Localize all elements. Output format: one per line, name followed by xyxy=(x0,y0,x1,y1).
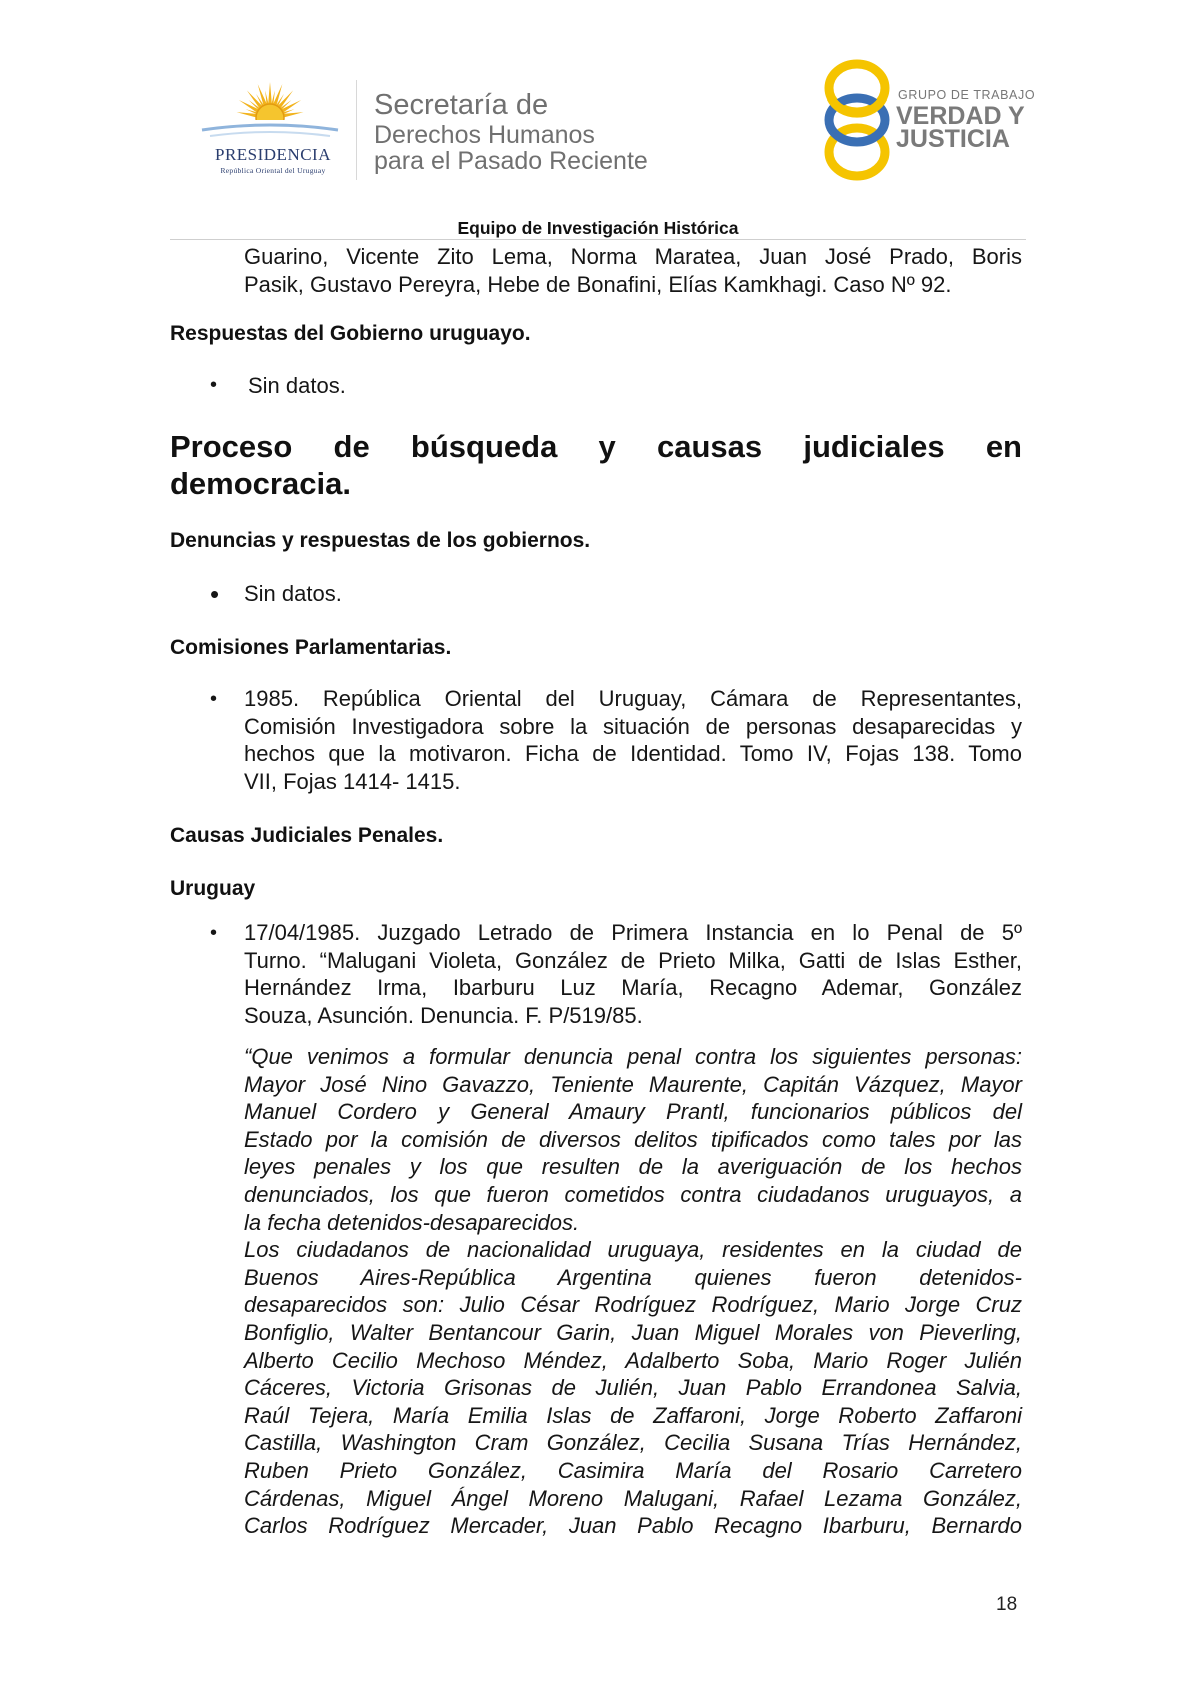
bullet-marker: • xyxy=(210,688,218,710)
quote-line: denunciados, los que fueron cometidos contra ciudadanos uruguayos, a xyxy=(244,1181,1022,1207)
quote-line: “Que venimos a formular denuncia penal contra los siguientes personas: xyxy=(244,1044,1022,1069)
quote-line: Alberto Cecilio Mechoso Méndez, Adalberto Soba, Mario Roger Julién xyxy=(244,1347,1022,1373)
bullet-marker: • xyxy=(210,579,220,609)
text-line: Comisión Investigadora sobre la situación de personas desaparecidas y xyxy=(244,713,1022,739)
secretaria-line-2: Derechos Humanos xyxy=(374,121,595,149)
quote-line: Manuel Cordero y General Amaury Prantl, funcionarios públicos del xyxy=(244,1099,1022,1125)
secretaria-line-3: para el Pasado Reciente xyxy=(374,147,648,175)
verdad-justicia-rings-icon xyxy=(818,58,896,182)
quote-line: Carlos Rodríguez Mercader, Juan Pablo Recagno Ibarburu, Bernardo xyxy=(244,1513,1022,1539)
text-line: Souza, Asunción. Denuncia. F. P/519/85. xyxy=(244,1002,643,1028)
quote-line: Los ciudadanos de nacionalidad uruguaya, residentes en la ciudad de xyxy=(244,1237,1022,1263)
page-number: 18 xyxy=(996,1594,1018,1615)
heading-causas: Causas Judiciales Penales. xyxy=(170,824,444,847)
text-line: Guarino, Vicente Zito Lema, Norma Maratea, Juan José Prado, Boris xyxy=(244,244,1022,269)
bullet-text: Sin datos. xyxy=(244,581,342,606)
bullet-text: Sin datos. xyxy=(248,373,346,398)
header-divider xyxy=(356,80,357,180)
heading-line: democracia. xyxy=(170,466,351,501)
team-name: Equipo de Investigación Histórica xyxy=(457,218,739,238)
presidencia-subtitle: República Oriental del Uruguay xyxy=(220,166,326,175)
header-rule xyxy=(170,239,1026,240)
text-line: VII, Fojas 1414- 1415. xyxy=(244,768,461,794)
presidencia-wordmark: PRESIDENCIA xyxy=(214,145,331,164)
quote-line: desaparecidos son: Julio César Rodríguez Rodríguez, Mario Jorge Cruz xyxy=(244,1292,1022,1318)
quote-line: la fecha detenidos-desaparecidos. xyxy=(244,1209,580,1235)
comision-paragraph xyxy=(244,685,1022,795)
heading-respuestas: Respuestas del Gobierno uruguayo. xyxy=(170,322,531,345)
text-line: Pasik, Gustavo Pereyra, Hebe de Bonafini, Elías Kamkhagi. Caso Nº 92. xyxy=(244,271,952,297)
presidencia-logo xyxy=(198,82,358,178)
quote-line: Estado por la comisión de diversos delitos tipificados como tales por las xyxy=(244,1126,1022,1152)
secretaria-title: Secretaría de xyxy=(374,89,549,121)
intro-paragraph xyxy=(244,243,1022,298)
section-heading-proceso xyxy=(170,428,1022,502)
sun-emblem-icon xyxy=(192,78,352,148)
text-line: Turno. “Malugani Violeta, González de Prieto Milka, Gatti de Islas Esther, xyxy=(244,947,1022,973)
heading-line: Proceso de búsqueda y causas judiciales en xyxy=(170,429,1022,464)
heading-comisiones: Comisiones Parlamentarias. xyxy=(170,636,452,659)
quote-line: leyes penales y los que resulten de la averiguación de los hechos xyxy=(244,1154,1022,1180)
quote-line: Buenos Aires-República Argentina quienes fueron detenidos- xyxy=(244,1264,1022,1290)
quote-line: Bonfiglio, Walter Bentancour Garin, Juan Miguel Morales von Pieverling, xyxy=(244,1319,1022,1345)
verdad-y-label: VERDAD Y xyxy=(896,102,1025,130)
text-line: 17/04/1985. Juzgado Letrado de Primera Instancia en lo Penal de 5º xyxy=(244,920,1022,945)
text-line: 1985. República Oriental del Uruguay, Cámara de Representantes, xyxy=(244,686,1022,711)
quote-line: Cáceres, Victoria Grisonas de Julién, Juan Pablo Errandonea Salvia, xyxy=(244,1375,1022,1401)
heading-denuncias: Denuncias y respuestas de los gobiernos. xyxy=(170,529,591,552)
justicia-label: JUSTICIA xyxy=(896,125,1010,153)
bullet-marker: • xyxy=(210,922,218,944)
causa-paragraph xyxy=(244,919,1022,1029)
text-line: hechos que la motivaron. Ficha de Identidad. Tomo IV, Fojas 138. Tomo xyxy=(244,741,1022,767)
grupo-de-trabajo-label: GRUPO DE TRABAJO xyxy=(898,88,1036,102)
quote-line: Mayor José Nino Gavazzo, Teniente Maurente, Capitán Vázquez, Mayor xyxy=(244,1071,1022,1097)
quote-line: Castilla, Washington Cram González, Cecilia Susana Trías Hernández, xyxy=(244,1430,1022,1456)
heading-uruguay: Uruguay xyxy=(170,877,256,900)
quote-line: Ruben Prieto González, Casimira María del Rosario Carretero xyxy=(244,1457,1022,1483)
quote-line: Raúl Tejera, María Emilia Islas de Zaffaroni, Jorge Roberto Zaffaroni xyxy=(244,1402,1022,1428)
bullet-marker: • xyxy=(210,374,218,396)
quote-line: Cárdenas, Miguel Ángel Moreno Malugani, Rafael Lezama González, xyxy=(244,1485,1022,1511)
text-line: Hernández Irma, Ibarburu Luz María, Recagno Ademar, González xyxy=(244,975,1022,1001)
quote-paragraph xyxy=(244,1043,1022,1540)
